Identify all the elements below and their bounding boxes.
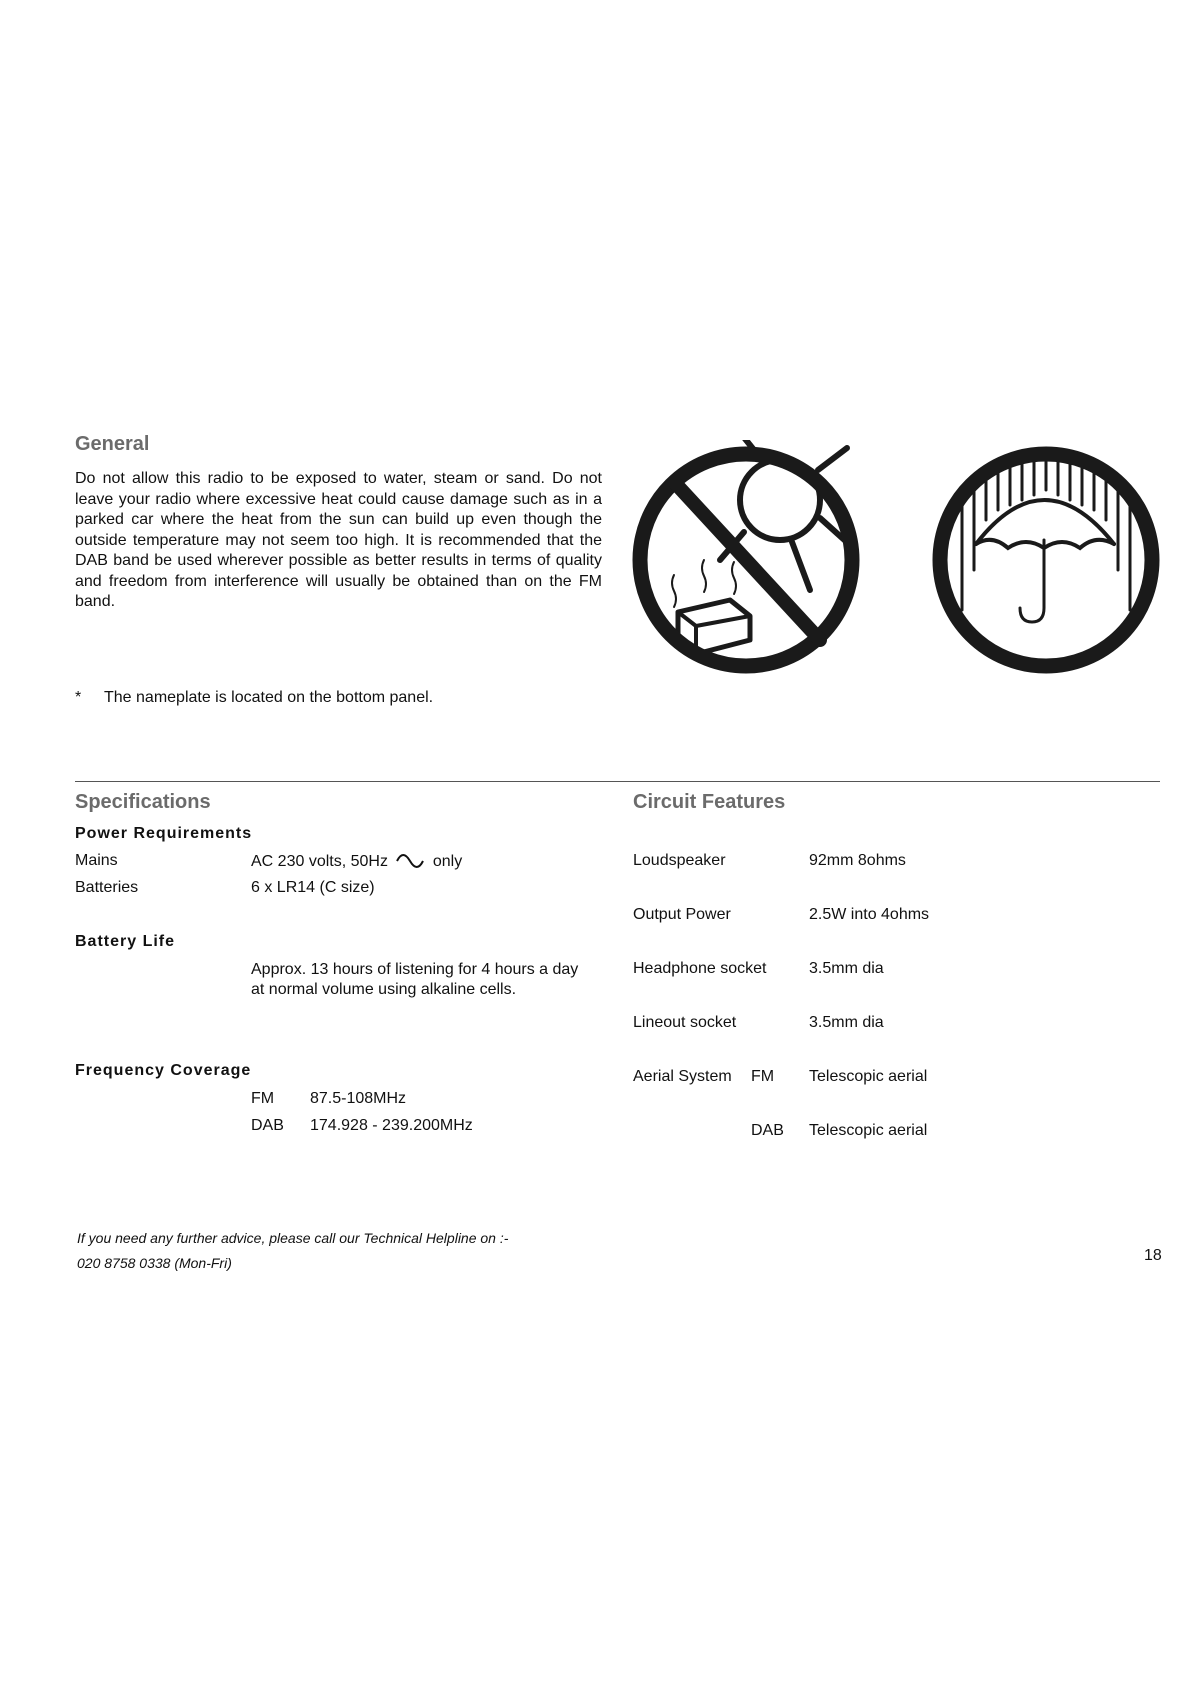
- loudspeaker-label: Loudspeaker: [633, 852, 726, 869]
- helpline-number: 020 8758 0338 (Mon-Fri): [77, 1255, 232, 1271]
- no-rain-icon: [932, 440, 1162, 680]
- general-body: Do not allow this radio to be exposed to water, steam or sand. Do not leave your radio where excessive heat could cause damage such as in a parked car where the heat from the sun can build up even though the outside temperature may not seem too high. It is recommended that the DAB band be used wherever possible as better results in terms of quality and freedom from interference will usually be obtained than on the FM band.: [75, 470, 602, 610]
- footnote-text: The nameplate is located on the bottom panel.: [104, 689, 434, 706]
- mains-value-suffix: only: [432, 853, 463, 870]
- aerial-dab-value: Telescopic aerial: [809, 1122, 928, 1139]
- page-number: 18: [1144, 1247, 1162, 1264]
- footnote-marker: *: [75, 689, 82, 706]
- frequency-coverage-title: Frequency Coverage: [75, 1062, 252, 1079]
- aerial-system-label: Aerial System: [633, 1068, 732, 1085]
- aerial-fm-value: Telescopic aerial: [809, 1068, 928, 1085]
- section-divider: [75, 781, 1160, 782]
- battery-life-title: Battery Life: [75, 933, 176, 950]
- frequency-range: 87.5-108MHz: [310, 1090, 407, 1107]
- lineout-socket-label: Lineout socket: [633, 1014, 737, 1031]
- aerial-fm-band: FM: [751, 1068, 775, 1085]
- frequency-band: DAB: [251, 1117, 284, 1134]
- frequency-range: 174.928 - 239.200MHz: [310, 1117, 473, 1134]
- circuit-features-heading: Circuit Features: [633, 791, 786, 813]
- frequency-band: FM: [251, 1090, 275, 1107]
- general-heading: General: [75, 433, 150, 455]
- output-power-label: Output Power: [633, 906, 731, 923]
- batteries-value: 6 x LR14 (C size): [251, 879, 375, 896]
- output-power-value: 2.5W into 4ohms: [809, 906, 930, 923]
- specifications-heading: Specifications: [75, 791, 211, 813]
- loudspeaker-value: 92mm 8ohms: [809, 852, 906, 869]
- headphone-socket-value: 3.5mm dia: [809, 960, 884, 977]
- power-requirements-title: Power Requirements: [75, 825, 253, 842]
- battery-life-line-2: at normal volume using alkaline cells.: [251, 981, 517, 998]
- mains-label: Mains: [75, 852, 118, 869]
- aerial-dab-band: DAB: [751, 1122, 784, 1139]
- lineout-socket-value: 3.5mm dia: [809, 1014, 884, 1031]
- battery-life-line-1: Approx. 13 hours of listening for 4 hours a day: [251, 961, 579, 978]
- mains-value: [251, 852, 462, 871]
- ac-wave-icon: [395, 852, 425, 868]
- batteries-label: Batteries: [75, 879, 139, 896]
- helpline-text: If you need any further advice, please call our Technical Helpline on :-: [77, 1230, 509, 1246]
- mains-value-text: AC 230 volts, 50Hz: [251, 853, 388, 870]
- no-sun-heat-icon: [632, 440, 862, 680]
- headphone-socket-label: Headphone socket: [633, 960, 767, 977]
